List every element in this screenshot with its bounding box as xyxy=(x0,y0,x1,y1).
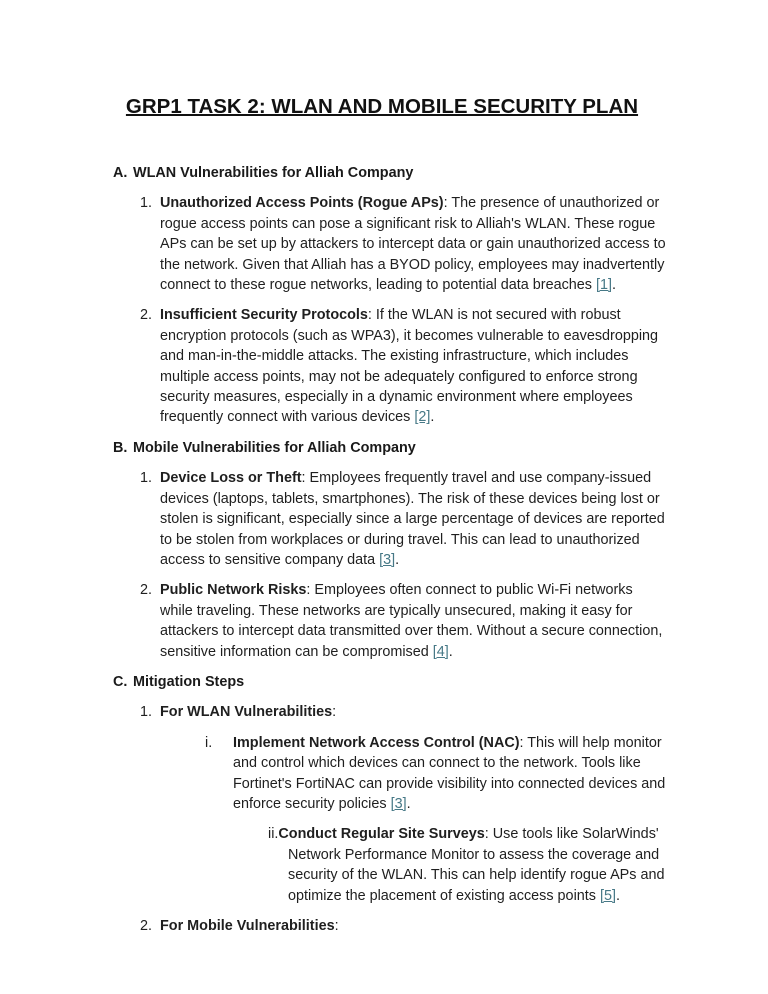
citation-link-3[interactable]: [3] xyxy=(379,551,396,568)
section-wlan-vulnerabilities xyxy=(96,163,668,428)
section-mitigation-steps xyxy=(96,672,668,936)
list-item-lead: For Mobile Vulnerabilities xyxy=(160,918,335,934)
list-item-body: : Employees frequently travel and use company-issued devices (laptops, tablets, smartphones). The risk of these devices being lost or stolen is significant, especially since a large percentage of devices are reported to be stolen from workplaces or during travel. This can lead to unauthorized access to sensitive company data xyxy=(160,470,665,568)
sub-list-item-tail: . xyxy=(615,887,620,904)
sub-list-item-nac xyxy=(205,733,668,815)
list-item-device-loss xyxy=(140,468,668,570)
section-heading-label: Mobile Vulnerabilities for Alliah Company xyxy=(133,439,416,456)
list-item-body: : xyxy=(332,704,337,721)
list-item-lead: For WLAN Vulnerabilities xyxy=(160,704,333,721)
citation-link-3b[interactable]: [3] xyxy=(390,795,407,812)
list-item-marker: 2. xyxy=(140,582,153,599)
list-item-tail: . xyxy=(430,409,435,426)
sub-list-item-marker: ii. xyxy=(268,826,279,843)
sub-list-item-site-surveys xyxy=(268,824,668,906)
list-item-tail: . xyxy=(612,277,617,294)
section-mobile-vulnerabilities xyxy=(96,438,668,662)
section-heading-label: Mitigation Steps xyxy=(133,673,245,690)
sub-list-item-lead: Implement Network Access Control (NAC) xyxy=(233,734,520,751)
section-heading xyxy=(113,163,668,183)
document-title: GRP1 TASK 2: WLAN AND MOBILE SECURITY PLAN xyxy=(125,95,639,118)
list-item-marker: 2. xyxy=(140,307,153,324)
list-item-tail: . xyxy=(395,551,400,568)
section-marker: A. xyxy=(113,165,128,181)
list-item-for-mobile-vulnerabilities xyxy=(140,916,668,936)
section-marker: B. xyxy=(113,439,128,456)
citation-link-1[interactable]: [1] xyxy=(596,277,613,294)
list-item-insufficient-protocols xyxy=(140,305,668,427)
section-heading-label: WLAN Vulnerabilities for Alliah Company xyxy=(133,165,414,181)
list-item-lead: Unauthorized Access Points (Rogue APs) xyxy=(160,195,444,212)
citation-link-5[interactable]: [5] xyxy=(599,887,616,904)
sub-list-item-lead: Conduct Regular Site Surveys xyxy=(278,826,485,843)
list-item-public-network-risks xyxy=(140,580,668,662)
list-item-paragraph xyxy=(160,580,668,662)
list-item-body: : Employees often connect to public Wi-Fi networks while traveling. These networks are typically unsecured, making it easy for attackers to intercept data transmitted over them. Without a secure connection, sensitive information can be compromised xyxy=(160,582,663,660)
list-item-paragraph xyxy=(160,305,668,427)
list-item-tail: . xyxy=(448,643,453,660)
sub-list-item-tail: . xyxy=(406,795,411,812)
list-item-marker: 1. xyxy=(140,470,153,487)
list-item-lead: Public Network Risks xyxy=(160,582,307,599)
citation-link-4[interactable]: [4] xyxy=(432,643,449,660)
list-item-paragraph xyxy=(160,916,668,936)
list-item-paragraph xyxy=(160,702,668,722)
list-item-paragraph xyxy=(160,193,668,295)
list-item-body: : If the WLAN is not secured with robust encryption protocols (such as WPA3), it becomes vulnerable to eavesdropping and man-in-the-middle attacks. The existing infrastructure, which includes multiple access points, may not be adequately configured to enforce strong security measures, especially in a dynamic environment where employees frequently connect with various devices xyxy=(160,307,659,426)
list-item-body: : The presence of unauthorized or rogue access points can pose a significant risk to Alliah's WLAN. These rogue APs can be set up by attackers to intercept data or gain unauthorized access to the network. Given that Alliah has a BYOD policy, employees may inadvertently connect to these rogue networks, leading to potential data breaches xyxy=(160,195,666,294)
section-heading xyxy=(113,438,668,458)
section-heading xyxy=(113,672,668,692)
section-marker: C. xyxy=(113,673,128,690)
list-item-marker: 1. xyxy=(140,195,153,212)
list-item-marker: 2. xyxy=(140,918,153,934)
list-item-rogue-aps xyxy=(140,193,668,295)
citation-link-2[interactable]: [2] xyxy=(414,409,431,426)
list-item-marker: 1. xyxy=(140,704,153,721)
list-item-lead: Device Loss or Theft xyxy=(160,470,302,487)
sub-list-item-marker: i. xyxy=(205,734,213,751)
sub-list-item-body: : This will help monitor and control which devices can connect to the network. Tools like Fortinet's FortiNAC can provide visibility into connected devices and enforce security policies xyxy=(233,734,666,812)
list-item-paragraph xyxy=(160,468,668,570)
list-item-for-wlan-vulnerabilities xyxy=(140,702,668,722)
list-item-body: : xyxy=(334,918,339,934)
list-item-lead: Insufficient Security Protocols xyxy=(160,307,368,324)
sub-list-item-body: : Use tools like SolarWinds' Network Performance Monitor to assess the coverage and security of the WLAN. This can help identify rogue APs and optimize the placement of existing access points xyxy=(288,826,665,904)
